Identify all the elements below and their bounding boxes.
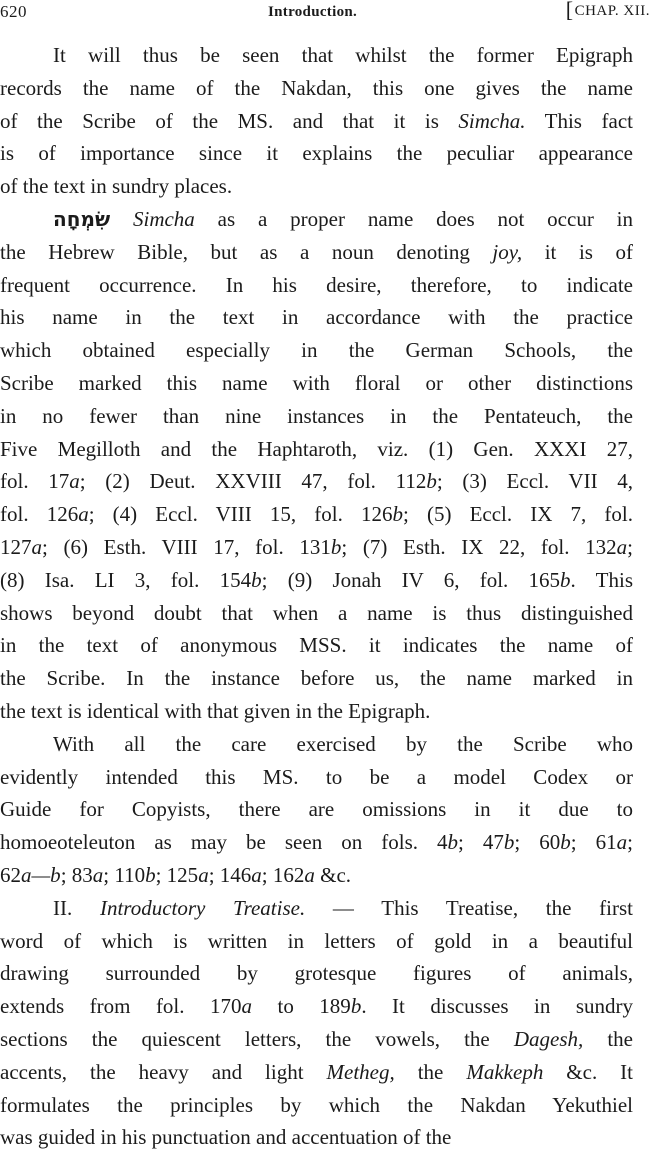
text-run: homoeoteleuton as may be seen on fols. 4 [0, 830, 448, 855]
text-run: (8) Isa. LI 3, fol. 154 [0, 567, 252, 592]
italic-text: a [92, 862, 104, 887]
text-run: accents, the heavy and light [0, 1059, 327, 1084]
text-run: word of which is written in letters of gold in a beautiful [0, 928, 633, 953]
text-line [0, 597, 633, 630]
text-run: ; (4) Eccl. VIII 15, fol. 126 [88, 502, 393, 527]
text-run: was guided in his punctuation and accentuation of the [0, 1125, 452, 1150]
paragraph [0, 728, 633, 892]
running-header [0, 0, 654, 26]
italic-text: a [78, 502, 89, 527]
text-run: the Scribe. In the instance before us, the name marked in [0, 666, 633, 691]
text-run: the Hebrew Bible, but as a noun denoting [0, 239, 493, 264]
running-title: Introduction. [268, 4, 358, 20]
text-run: of the Scribe of the MS. and that it is [0, 108, 459, 133]
text-line [0, 367, 633, 400]
text-run: fol. 17 [0, 469, 70, 494]
text-run: fol. 126 [0, 502, 79, 527]
italic-text: a [69, 469, 80, 494]
text-run: 127 [0, 534, 32, 559]
italic-text: a [616, 830, 628, 855]
text-line [0, 1056, 633, 1089]
text-run: &c. [314, 862, 352, 887]
text-line [0, 662, 633, 695]
italic-text: b [426, 469, 437, 494]
text-run: &c. It [543, 1059, 633, 1084]
italic-text: b [251, 567, 262, 592]
italic-text: a [251, 862, 262, 887]
text-line [0, 957, 633, 990]
text-line [0, 531, 633, 564]
italic-text: Metheg, [326, 1059, 395, 1084]
text-run: . This [570, 567, 633, 592]
text-line [0, 1023, 633, 1056]
italic-text: b [560, 830, 571, 855]
italic-text: b [145, 862, 156, 887]
italic-text: a [198, 862, 209, 887]
text-run: ; 60 [514, 830, 561, 855]
text-run: ; [627, 534, 633, 559]
text-run: shows beyond doubt that when a name is thus distinguished [0, 600, 633, 625]
text-line [0, 236, 633, 269]
text-run: It will thus be seen that whilst the former Epigraph [53, 43, 633, 67]
text-run: drawing surrounded by grotesque figures of animals, [0, 961, 633, 986]
text-run: formulates the principles by which the Nakdan Yekuthiel [0, 1092, 633, 1117]
chapter-label [566, 1, 650, 20]
text-run: With all the care exercised by the Scribe who [53, 731, 633, 756]
bracket-glyph: [ [565, 0, 574, 22]
italic-text: a [241, 994, 252, 1019]
text-run: as a proper name does not occur in [194, 206, 633, 231]
italic-text: a [616, 534, 628, 559]
text-run: ; 83 [60, 862, 93, 887]
italic-text: Makkeph [466, 1059, 544, 1084]
text-line [0, 72, 633, 105]
text-line [0, 465, 633, 498]
italic-text: Dagesh, [513, 1026, 584, 1051]
italic-text: joy, [492, 239, 523, 264]
text-run: which obtained especially in the German Schools, the [0, 338, 633, 363]
italic-text: Simcha. [458, 108, 526, 133]
paragraph [0, 39, 633, 203]
text-run [110, 207, 133, 231]
italic-text: b [392, 502, 403, 527]
italic-text: a—b [21, 862, 61, 887]
italic-text: b [330, 534, 342, 559]
text-run: records the name of the Nakdan, this one gives the name [0, 75, 633, 100]
text-line [0, 793, 633, 826]
text-run: This fact [525, 108, 633, 133]
text-line [0, 629, 633, 662]
text-run: Five Megilloth and the Haphtaroth, viz. (1) Gen. XXXI 27, [0, 436, 633, 461]
text-run: . It discusses in sundry [361, 994, 633, 1019]
text-run: 62 [0, 862, 21, 887]
text-run: it is of [522, 239, 633, 264]
text-line [0, 990, 633, 1023]
italic-text: b [560, 567, 571, 592]
text-line [0, 400, 633, 433]
text-run: ; 125 [155, 862, 199, 887]
text-line [0, 137, 633, 170]
text-line [0, 564, 633, 597]
text-run: ; (3) Eccl. VII 4, [436, 469, 633, 494]
text-run: Scribe marked this name with floral or other distinctions [0, 370, 633, 395]
text-line [0, 170, 633, 203]
italic-text: b [503, 830, 515, 855]
text-line [0, 1121, 633, 1154]
text-run: evidently intended this MS. to be a model Codex or [0, 764, 633, 789]
text-line [0, 105, 633, 138]
text-line [0, 859, 633, 892]
text-run: ; (2) Deut. XXVIII 47, fol. 112 [79, 469, 427, 494]
paragraph [0, 203, 633, 728]
body-text [0, 39, 633, 1154]
text-line [0, 761, 633, 794]
text-run: in no fewer than nine instances in the Pentateuch, the [0, 403, 633, 428]
text-run: ; 61 [570, 830, 617, 855]
italic-text: Introductory Treatise. [99, 895, 306, 920]
text-run: ; (5) Eccl. IX 7, fol. [402, 502, 633, 527]
italic-text: b [447, 830, 459, 855]
text-run: the [583, 1026, 633, 1051]
text-run: ; 146 [208, 862, 252, 887]
text-line [0, 39, 633, 72]
text-run: is of importance since it explains the peculiar appearance [0, 141, 633, 166]
text-run: in the text of anonymous MSS. it indicates the name of [0, 633, 633, 658]
text-run: ; 47 [458, 830, 504, 855]
text-line [0, 301, 633, 334]
text-run: II. [53, 895, 100, 920]
text-run: extends from fol. 170 [0, 994, 242, 1019]
text-run: sections the quiescent letters, the vowels, the [0, 1026, 514, 1051]
italic-text: Simcha [132, 206, 195, 231]
text-run: ; [627, 830, 633, 855]
text-run: — This Treatise, the first [305, 895, 633, 920]
text-run: frequent occurrence. In his desire, therefore, to indicate [0, 272, 633, 297]
text-run: his name in the text in accordance with the practice [0, 305, 633, 330]
text-run: of the text in sundry places. [0, 174, 233, 199]
text-run: ; (9) Jonah IV 6, fol. 165 [261, 567, 561, 592]
text-run: the text is identical with that given in the Epigraph. [0, 698, 431, 723]
text-run: ; 162 [261, 862, 305, 887]
text-line [0, 334, 633, 367]
page-number: 620 [0, 2, 27, 21]
text-line [0, 433, 633, 466]
text-line [0, 728, 633, 761]
text-run: ; 110 [103, 862, 146, 887]
text-run: ; (7) Esth. IX 22, fol. 132 [341, 534, 617, 559]
text-line [0, 925, 633, 958]
text-line [0, 203, 633, 236]
text-run: the [394, 1059, 467, 1084]
text-line [0, 695, 633, 728]
chapter-text: CHAP. XII. [574, 3, 650, 19]
text-run: ; (6) Esth. VIII 17, fol. 131 [42, 534, 331, 559]
paragraph [0, 892, 633, 1154]
text-run: Guide for Copyists, there are omissions in it due to [0, 797, 633, 822]
text-line [0, 269, 633, 302]
text-line [0, 1089, 633, 1122]
italic-text: a [31, 534, 42, 559]
text-run: to 189 [252, 994, 351, 1019]
hebrew-word: שִׂמְחָה [53, 206, 111, 231]
italic-text: b [350, 994, 362, 1019]
text-line [0, 498, 633, 531]
text-line [0, 826, 633, 859]
text-line [0, 892, 633, 925]
italic-text: a [304, 862, 315, 887]
